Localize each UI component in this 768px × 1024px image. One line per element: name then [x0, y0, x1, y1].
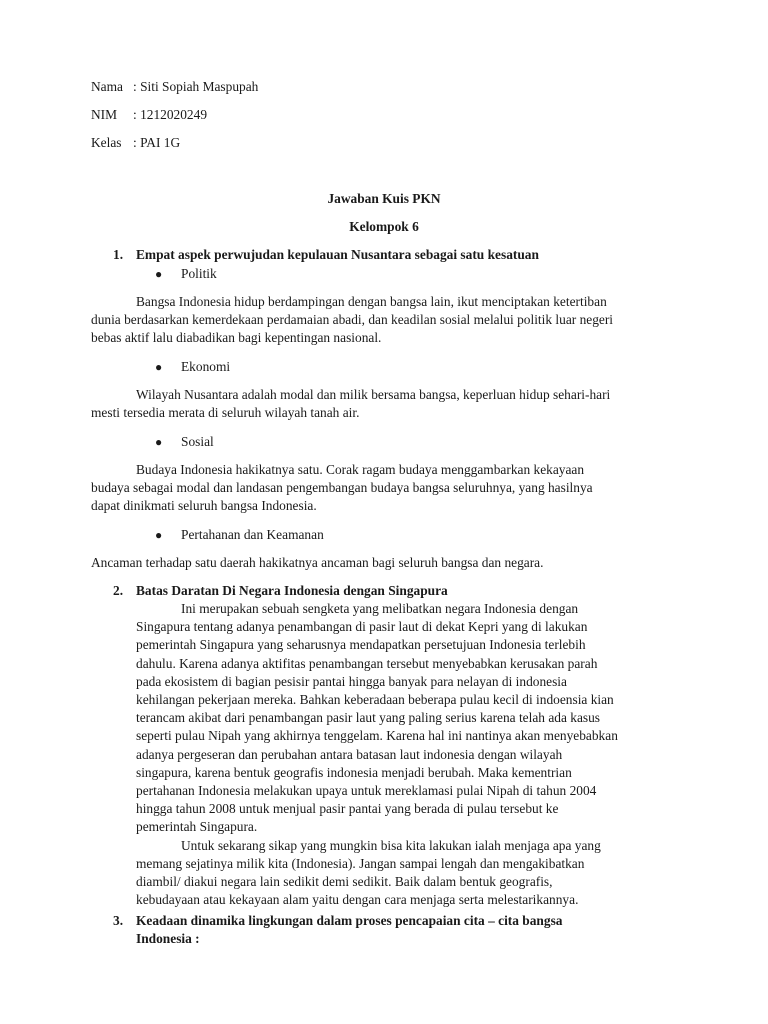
- question-3-number: 3.: [113, 913, 124, 928]
- q2-line: adanya pergeseran dan perubahan antara batasan laut indonesia dengan wilayah: [136, 746, 563, 762]
- nim-label: NIM: [91, 107, 118, 122]
- question-1-number: 1.: [113, 247, 124, 262]
- politik-line: bebas aktif lalu diabadikan bagi kepentingan nasional.: [91, 330, 382, 346]
- question-3-heading: [113, 912, 563, 930]
- class-label: Kelas: [91, 135, 122, 150]
- sosial-line: dapat dinikmati seluruh bangsa Indonesia.: [91, 498, 317, 514]
- question-3-text: Keadaan dinamika lingkungan dalam proses pencapaian cita – cita bangsa: [136, 913, 563, 928]
- q2-line: memang sejatinya milik kita (Indonesia). Jangan sampai lengah dan mengakibatkan: [136, 855, 585, 871]
- question-2-paragraph-1: [136, 600, 681, 909]
- ekonomi-line: mesti tersedia merata di seluruh wilayah tanah air.: [91, 405, 360, 421]
- bullet-ekonomi-label: Ekonomi: [181, 359, 231, 374]
- name-label: Nama: [91, 79, 123, 94]
- bullet-icon: ●: [155, 267, 163, 281]
- question-2-heading: [113, 582, 448, 600]
- q2-line: pada ekosistem di bagian pesisir pantai hingga banyak para nelayan di indonesia: [136, 673, 567, 689]
- politik-paragraph: [91, 293, 681, 348]
- q2-line: seperti pulau Nipah yang akhirnya tenggelam. Karena hal ini nantinya akan menyebabkan: [136, 728, 618, 744]
- sosial-paragraph: [91, 461, 681, 516]
- question-2-text: Batas Daratan Di Negara Indonesia dengan Singapura: [136, 583, 448, 598]
- pertahanan-paragraph: [91, 554, 681, 572]
- class-value: : PAI 1G: [133, 135, 181, 150]
- q2-line: pemerintah Singapura.: [136, 819, 258, 835]
- q2-line: terancam akibat dari penambangan pasir laut yang paling serius karena telah ada kasus: [136, 710, 601, 726]
- question-2-number: 2.: [113, 583, 124, 598]
- document-title: Jawaban Kuis PKN: [327, 191, 441, 206]
- politik-line: Bangsa Indonesia hidup berdampingan dengan bangsa lain, ikut menciptakan ketertiban: [136, 294, 607, 309]
- ekonomi-paragraph: [91, 386, 681, 422]
- q2-line: Untuk sekarang sikap yang mungkin bisa kita lakukan ialah menjaga apa yang: [181, 837, 601, 853]
- ekonomi-line: Wilayah Nusantara adalah modal dan milik bersama bangsa, keperluan hidup sehari-hari: [136, 387, 611, 402]
- q2-line: pertahanan Indonesia melakukan upaya untuk mereklamasi pulai Nipah di tahun 2004: [136, 783, 597, 799]
- q2-line: pemerintah Singapura yang seharusnya mendapatkan persetujuan Indonesia terlebih: [136, 637, 586, 653]
- sosial-line: Budaya Indonesia hakikatnya satu. Corak ragam budaya menggambarkan kekayaan: [136, 462, 585, 477]
- q2-line: diambil/ diakui negara lain sedikit demi sedikit. Baik dalam bentuk geografis,: [136, 874, 553, 890]
- question-3-heading-line-2: Indonesia :: [136, 931, 200, 946]
- q2-line: kebudayaan atau kekayaan alam yaitu dengan cara menjaga serta melestarikannya.: [136, 892, 579, 908]
- nim-row: [91, 106, 207, 124]
- pertahanan-line: Ancaman terhadap satu daerah hakikatnya ancaman bagi seluruh bangsa dan negara.: [91, 555, 544, 570]
- nim-value: : 1212020249: [133, 107, 208, 122]
- name-row: [91, 78, 258, 96]
- politik-line: dunia berdasarkan kemerdekaan perdamaian abadi, dan keadilan sosial melalui politik luar negeri: [91, 312, 614, 328]
- q2-line: dahulu. Karena adanya aktifitas penambangan tersebut menyebabkan kerusakan parah: [136, 655, 598, 671]
- name-value: : Siti Sopiah Maspupah: [133, 79, 259, 94]
- bullet-politik-label: Politik: [181, 266, 217, 281]
- document-subtitle: Kelompok 6: [349, 219, 419, 234]
- bullet-icon: ●: [155, 435, 163, 449]
- question-1-heading: [113, 246, 539, 264]
- q2-line: hingga tahun 2008 untuk menjual pasir pantai yang berada di pulau tersebut ke: [136, 801, 559, 817]
- question-1-text: Empat aspek perwujudan kepulauan Nusantara sebagai satu kesatuan: [136, 247, 539, 262]
- bullet-icon: ●: [155, 360, 163, 374]
- q2-line: Singapura tentang adanya penambangan di pasir laut di dekat Kepri yang di lakukan: [136, 619, 588, 635]
- q2-line: singapura, karena bentuk geografis indonesia menjadi berubah. Maka kementrian: [136, 764, 572, 780]
- bullet-icon: ●: [155, 528, 163, 542]
- q2-line: Ini merupakan sebuah sengketa yang melibatkan negara Indonesia dengan: [181, 601, 579, 616]
- sosial-line: budaya sebagai modal dan landasan pengembangan budaya bangsa seluruhnya, yang hasilnya: [91, 480, 593, 496]
- bullet-sosial-label: Sosial: [181, 434, 214, 449]
- bullet-pertahanan-label: Pertahanan dan Keamanan: [181, 527, 324, 542]
- class-row: [91, 134, 180, 152]
- q2-line: kehilangan pekerjaan mereka. Bahkan keberadaan beberapa pulau kecil di indoensia kian: [136, 692, 614, 708]
